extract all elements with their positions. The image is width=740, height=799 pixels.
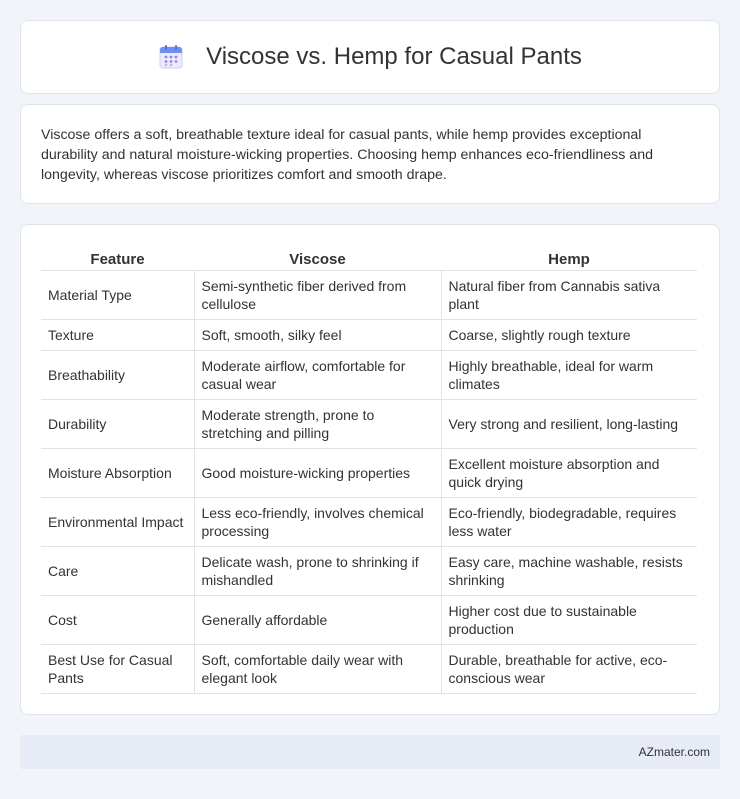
header-feature: Feature (41, 245, 194, 270)
feature-cell: Cost (41, 595, 194, 644)
table-row (41, 497, 697, 546)
feature-cell: Texture (41, 319, 194, 350)
header-viscose: Viscose (194, 245, 441, 270)
viscose-cell: Semi-synthetic fiber derived from cellulose (194, 270, 441, 319)
table-row (41, 270, 697, 319)
viscose-cell: Less eco-friendly, involves chemical processing (194, 497, 441, 546)
feature-cell: Material Type (41, 270, 194, 319)
hemp-cell: Highly breathable, ideal for warm climates (441, 350, 697, 399)
viscose-cell: Moderate strength, prone to stretching and pilling (194, 399, 441, 448)
comparison-table-card (20, 224, 720, 715)
feature-cell: Durability (41, 399, 194, 448)
footer-site-link[interactable]: AZmater.com (638, 745, 710, 759)
feature-cell: Best Use for Casual Pants (41, 644, 194, 693)
viscose-cell: Good moisture-wicking properties (194, 448, 441, 497)
table-row (41, 644, 697, 693)
viscose-cell: Generally affordable (194, 595, 441, 644)
feature-cell: Moisture Absorption (41, 448, 194, 497)
table-row (41, 350, 697, 399)
hemp-cell: Coarse, slightly rough texture (441, 319, 697, 350)
viscose-cell: Soft, smooth, silky feel (194, 319, 441, 350)
intro-text: Viscose offers a soft, breathable texture ideal for casual pants, while hemp provides exceptional durability and natural moisture-wicking properties. Choosing hemp enhances eco-friendliness and longevity, whereas viscose prioritizes comfort and smooth drape. (41, 127, 653, 183)
page-title: Viscose vs. Hemp for Casual Pants (206, 43, 582, 70)
header-card (20, 20, 720, 94)
table-row (41, 546, 697, 595)
feature-cell: Care (41, 546, 194, 595)
calendar-icon (158, 44, 184, 70)
hemp-cell: Higher cost due to sustainable production (441, 595, 697, 644)
header-hemp: Hemp (441, 245, 697, 270)
hemp-cell: Excellent moisture absorption and quick drying (441, 448, 697, 497)
intro-card (20, 104, 720, 204)
hemp-cell: Very strong and resilient, long-lasting (441, 399, 697, 448)
feature-cell: Breathability (41, 350, 194, 399)
hemp-cell: Eco-friendly, biodegradable, requires less water (441, 497, 697, 546)
footer-bar (20, 735, 720, 769)
feature-cell: Environmental Impact (41, 497, 194, 546)
comparison-table (41, 245, 697, 694)
hemp-cell: Durable, breathable for active, eco-conscious wear (441, 644, 697, 693)
hemp-cell: Easy care, machine washable, resists shrinking (441, 546, 697, 595)
table-row (41, 399, 697, 448)
table-row (41, 595, 697, 644)
viscose-cell: Delicate wash, prone to shrinking if mishandled (194, 546, 441, 595)
table-header-row (41, 245, 697, 270)
viscose-cell: Soft, comfortable daily wear with elegant look (194, 644, 441, 693)
hemp-cell: Natural fiber from Cannabis sativa plant (441, 270, 697, 319)
viscose-cell: Moderate airflow, comfortable for casual wear (194, 350, 441, 399)
table-row (41, 319, 697, 350)
table-row (41, 448, 697, 497)
